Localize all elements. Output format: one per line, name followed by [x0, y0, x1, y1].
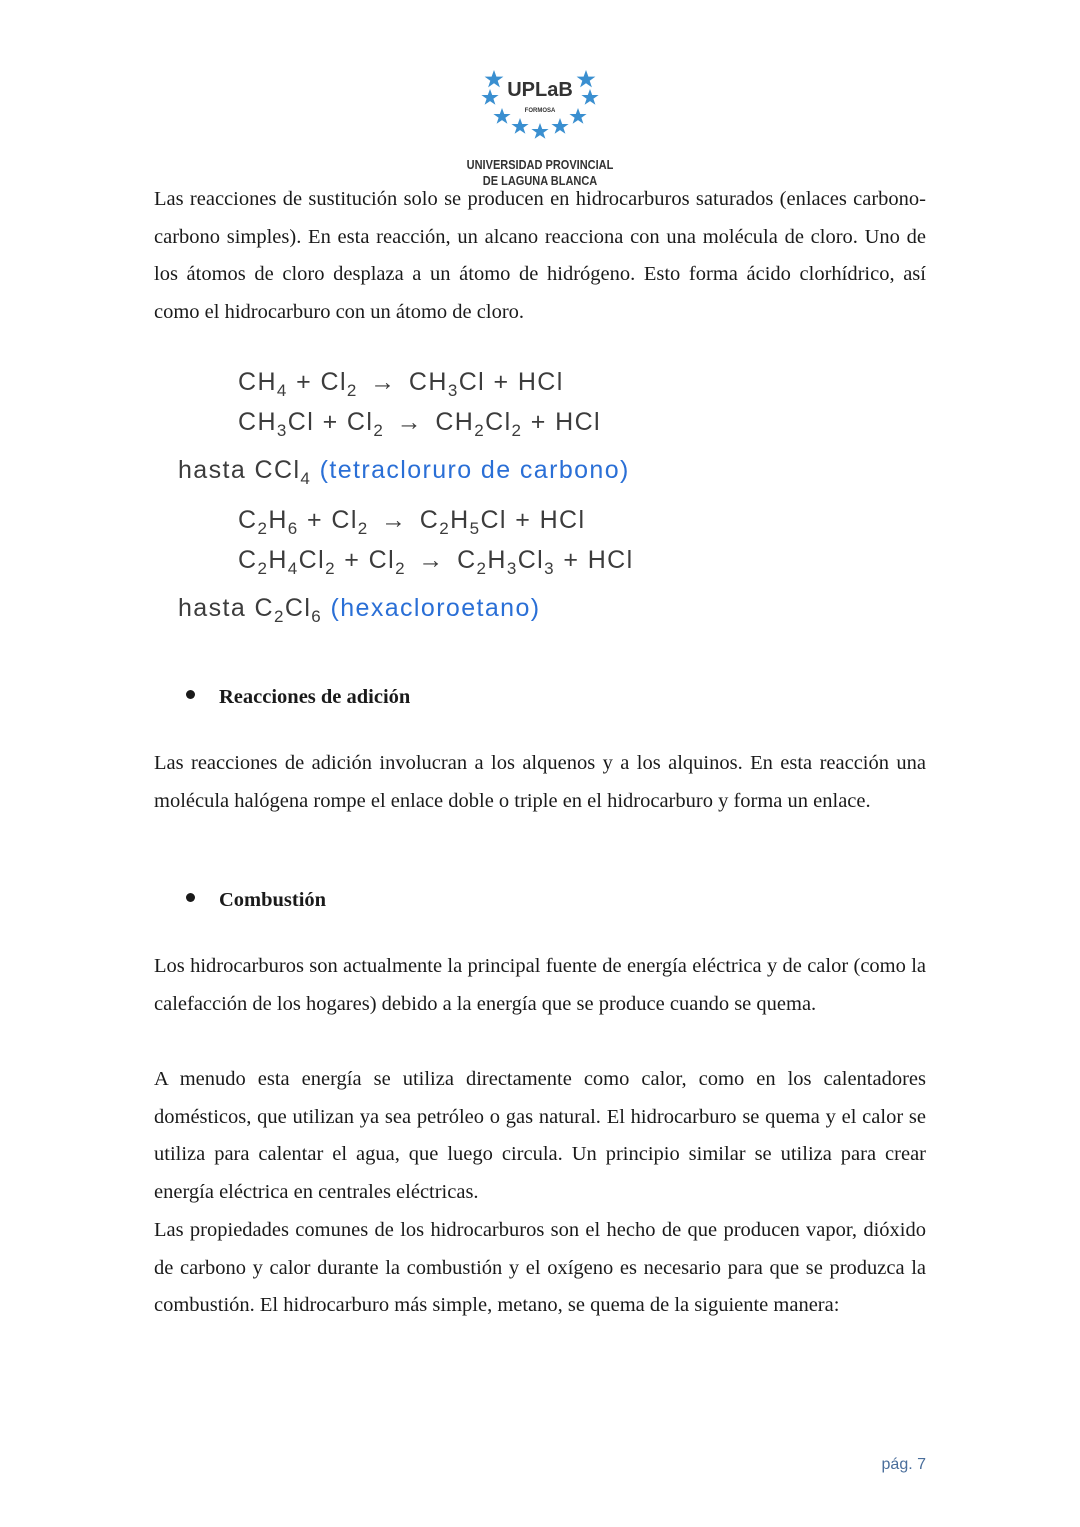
equation-ethane-1: $C_2H_6 + Cl_2 \to C_2H_5Cl$ + HCl — [238, 506, 586, 538]
bullet-icon — [186, 690, 195, 699]
logo-title: UPLaB — [507, 79, 573, 101]
heading-addition — [186, 686, 410, 709]
star-icon — [511, 118, 528, 134]
equation-methane-final: hasta CCl$_4$ (tetracloruro de carbono) — [178, 456, 630, 488]
heading-combustion-text: Combustión — [219, 889, 327, 911]
equation-ethane-final: hasta $C_2Cl_6$ (hexacloroetano) — [178, 594, 541, 626]
star-icon — [551, 118, 568, 134]
combustion-paragraph-3: Las propiedades comunes de los hidrocarburos son el hecho de que producen vapor, dióxido de carbono y calor durante la combustión y el oxígeno es necesario para que se produzca la combustión. El hidrocarburo más simple, metano, se quema de la siguiente manera: — [154, 1219, 926, 1317]
arrow-icon: → — [418, 546, 445, 574]
page-number: pág. 7 — [881, 1456, 926, 1473]
equation-methane-1: $CH_4 + Cl_2 \to CH_3Cl$ + HCl — [238, 368, 564, 400]
star-icon — [581, 89, 598, 105]
compound-name-hexacloroetano: (hexacloroetano) — [330, 594, 541, 622]
university-line-1: UNIVERSIDAD PROVINCIAL — [466, 158, 614, 172]
addition-paragraph: Las reacciones de adición involucran a los alquenos y a los alquinos. En esta reacción una molécula halógena rompe el enlace doble o triple en el hidrocarburo y forma un enlace. — [154, 752, 926, 812]
star-icon — [569, 108, 586, 124]
intro-paragraph: Las reacciones de sustitución solo se producen en hidrocarburos saturados (enlaces carbono-carbono simples). En esta reacción, un alcano reacciona con una molécula de cloro. Uno de los átomos de cloro desplaza a un átomo de hidrógeno. Esto forma ácido clorhídrico, así como el hidrocarburo con un átomo de cloro. — [154, 188, 926, 324]
heading-combustion — [186, 889, 326, 912]
star-icon — [493, 108, 510, 124]
arrow-icon: → — [370, 368, 397, 396]
university-logo — [440, 62, 640, 188]
combustion-paragraph-1: Los hidrocarburos son actualmente la principal fuente de energía eléctrica y de calor (como la calefacción de los hogares) debido a la energía que se produce cuando se quema. — [154, 955, 926, 1015]
star-ring-icon — [470, 62, 610, 142]
combustion-paragraph-2: A menudo esta energía se utiliza directamente como calor, como en los calentadores domésticos, que utilizan ya sea petróleo o gas natural. El hidrocarburo se quema y el calor se utiliza para calentar el agua, que luego circula. Un principio similar se utiliza para crear energía eléctrica en centrales eléctricas. — [154, 1068, 926, 1204]
compound-name-tetracloruro: (tetracloruro de carbono) — [319, 456, 630, 484]
star-icon — [485, 70, 504, 87]
logo-subtitle: FORMOSA — [524, 108, 556, 114]
bullet-icon — [186, 893, 195, 902]
substitution-equations — [178, 366, 818, 636]
star-icon — [481, 89, 498, 105]
equation-ethane-2: $C_2H_4Cl_2 + Cl_2 \to C_2H_3Cl_3$ + HCl — [238, 546, 634, 578]
university-line-2: DE LAGUNA BLANCA — [482, 174, 598, 188]
arrow-icon: → — [381, 506, 408, 534]
equation-methane-2: $CH_3Cl + Cl_2 \to CH_2Cl_2$ + HCl — [238, 408, 601, 440]
heading-addition-text: Reacciones de adición — [219, 686, 411, 708]
arrow-icon: → — [396, 408, 423, 436]
star-icon — [531, 123, 548, 139]
star-icon — [577, 70, 596, 87]
